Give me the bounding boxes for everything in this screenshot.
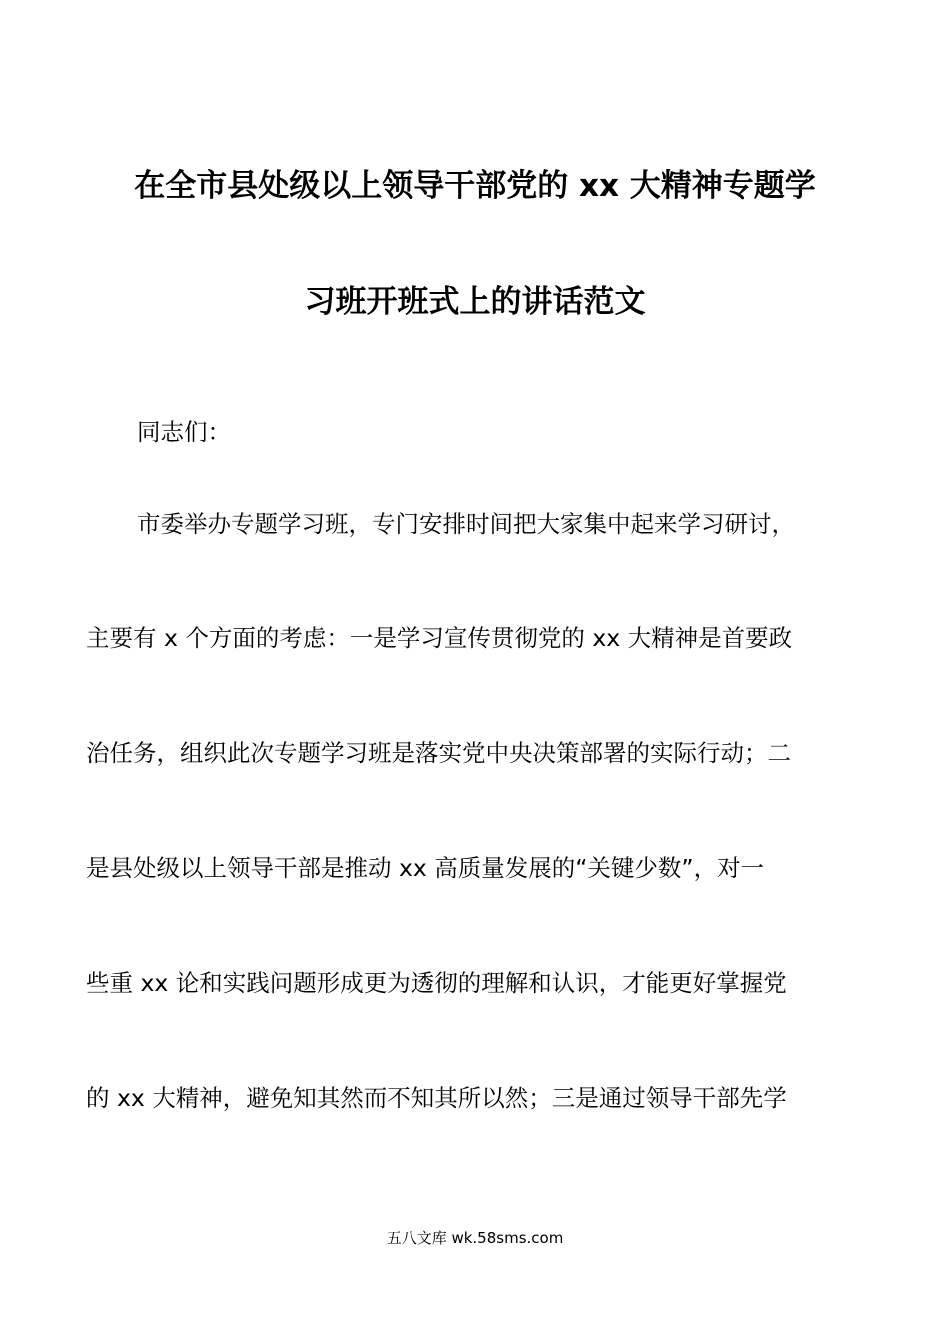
document-title-line-1: 在全市县处级以上领导干部党的 xx 大精神专题学 <box>134 168 816 204</box>
footer-watermark: 五八文库 wk.58sms.com <box>386 1229 564 1247</box>
document-title-line-2: 习班开班式上的讲话范文 <box>304 284 646 320</box>
body-line-3: 治任务，组织此次专题学习班是落实党中央决策部署的实际行动；二 <box>86 739 791 767</box>
body-line-2: 主要有 x 个方面的考虑：一是学习宣传贯彻党的 xx 大精神是首要政 <box>86 624 793 652</box>
body-line-1: 市委举办专题学习班，专门安排时间把大家集中起来学习研讨， <box>137 510 795 538</box>
body-line-5: 些重 xx 论和实践问题形成更为透彻的理解和认识，才能更好掌握党 <box>86 969 787 997</box>
salutation: 同志们： <box>137 418 231 446</box>
body-line-4: 是县处级以上领导干部是推动 xx 高质量发展的“关键少数”，对一 <box>86 854 765 882</box>
body-line-6: 的 xx 大精神，避免知其然而不知其所以然；三是通过领导干部先学 <box>86 1084 787 1112</box>
